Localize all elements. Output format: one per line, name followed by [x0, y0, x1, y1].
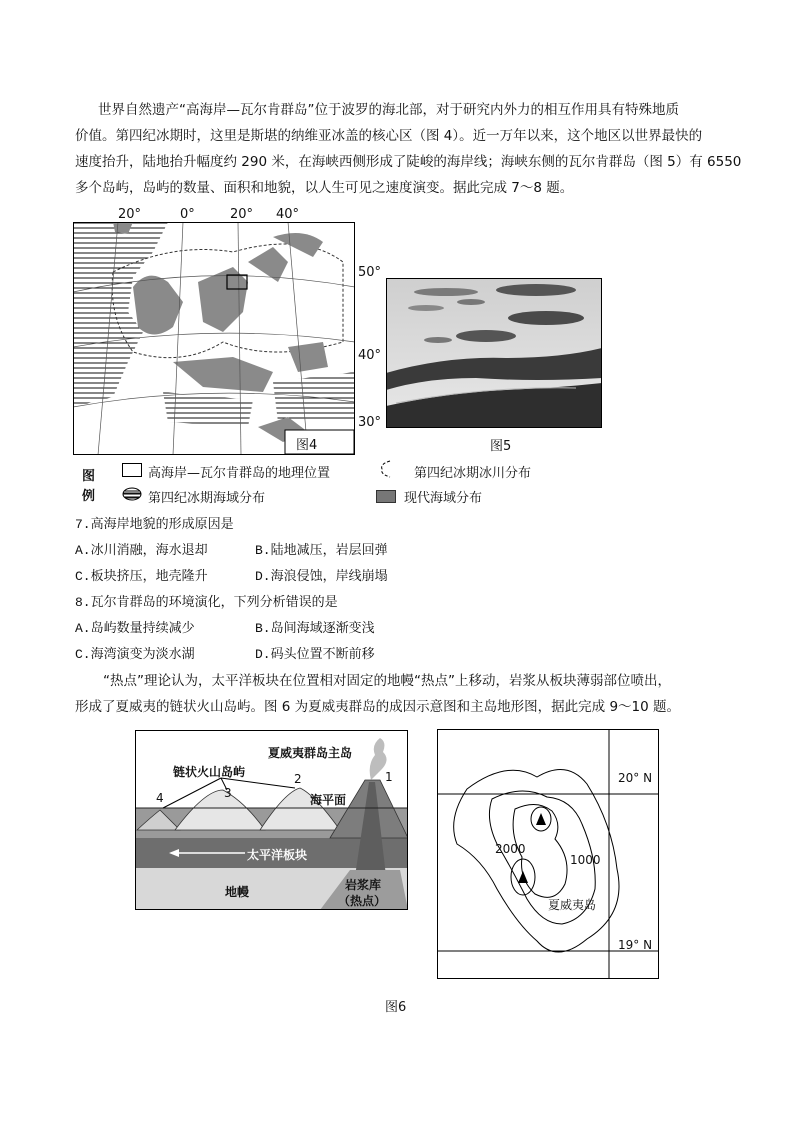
- fig5-archipelago-photo: [386, 278, 602, 428]
- q8-option-b: B.岛间海域逐渐变浅: [255, 621, 375, 636]
- fig6-caption: 图6: [385, 1000, 407, 1015]
- intro2-line2: 形成了夏威夷的链状火山岛屿。图 6 为夏威夷群岛的成因示意图和主岛地形图，据此完成 9～10 题。: [75, 699, 681, 715]
- legend-glacier-symbol: [378, 459, 394, 479]
- fig6-lat-19n: 19° N: [618, 938, 653, 952]
- q7-option-a: A.冰川消融，海水退却: [75, 543, 208, 558]
- fig6-contour-1000-label: 1000: [570, 853, 601, 867]
- legend-item3: 第四纪冰期海域分布: [148, 491, 266, 506]
- fig6-main-island-label: 夏威夷群岛主岛: [268, 746, 353, 760]
- fig4-europe-map: [73, 222, 355, 455]
- fig4-lon-0: 0°: [180, 207, 195, 222]
- fig6-number-2: 2: [294, 772, 302, 786]
- fig6-contour-2000-label: 2000: [495, 842, 526, 856]
- fig6-mantle-label: 地幔: [225, 885, 250, 899]
- fig5-caption: 图5: [490, 439, 512, 454]
- fig4-lat-40: 40°: [358, 348, 382, 363]
- q8-option-c: C.海湾演变为淡水湖: [75, 647, 195, 662]
- q7-stem: 7.高海岸地貌的形成原因是: [75, 517, 234, 532]
- legend-item1: 高海岸—瓦尔肯群岛的地理位置: [148, 466, 331, 481]
- q7-option-b: B.陆地减压，岩层回弹: [255, 543, 388, 558]
- fig4-lon-20e: 20°: [230, 207, 254, 222]
- fig6-island-name: 夏威夷岛: [548, 898, 597, 912]
- q7-option-c: C.板块挤压，地壳隆升: [75, 569, 208, 584]
- fig6-lat-20n: 20° N: [618, 771, 653, 785]
- legend-title-top: 图: [82, 469, 96, 484]
- q8-stem: 8.瓦尔肯群岛的环境演化，下列分析错误的是: [75, 595, 338, 610]
- legend-glacial-sea-symbol: [122, 487, 142, 501]
- legend-item4: 现代海域分布: [404, 491, 483, 506]
- fig4-caption: 图4: [296, 438, 318, 453]
- intro2-line1: “热点”理论认为，太平洋板块在位置相对固定的地幔“热点”上移动，岩浆从板块薄弱部位喷出，: [103, 673, 671, 689]
- fig6-plate-label: 太平洋板块: [247, 848, 308, 862]
- intro1-line2: 价值。第四纪冰期时，这里是斯堪的纳维亚冰盖的核心区（图 4）。近一万年以来，这个地区以世界最快的: [75, 128, 703, 144]
- q8-option-d: D.码头位置不断前移: [255, 647, 375, 662]
- intro1-line4: 多个岛屿，岛屿的数量、面积和地貌，以人生可见之速度演变。据此完成 7～8 题。: [75, 180, 574, 196]
- q8-option-a: A.岛屿数量持续减少: [75, 621, 195, 636]
- fig4-lat-30: 30°: [358, 415, 382, 430]
- intro1-line1: 世界自然遗产“高海岸—瓦尔肯群岛”位于波罗的海北部，对于研究内外力的相互作用具有特殊地质: [98, 102, 679, 118]
- fig4-lon-40e: 40°: [276, 207, 300, 222]
- legend-modern-sea-symbol: [376, 490, 396, 503]
- fig4-lat-50: 50°: [358, 265, 382, 280]
- legend-location-symbol: [122, 463, 142, 477]
- fig6-magma-label-1: 岩浆库: [345, 878, 382, 892]
- fig4-lon-20w: 20°: [118, 207, 142, 222]
- fig6-chain-label: 链状火山岛屿: [173, 765, 246, 779]
- q7-option-d: D.海浪侵蚀，岸线崩塌: [255, 569, 388, 584]
- fig6-number-1: 1: [385, 770, 393, 784]
- legend-title-bottom: 例: [82, 489, 96, 504]
- intro1-line3: 速度抬升，陆地抬升幅度约 290 米，在海峡西侧形成了陡峻的海岸线；海峡东侧的瓦尔肯群岛（图 5）有 6550: [75, 154, 742, 170]
- fig6-number-4: 4: [156, 791, 164, 805]
- fig6-number-3: 3: [224, 786, 232, 800]
- fig6-magma-label-2: （热点）: [338, 894, 387, 908]
- fig6-sea-level-label: 海平面: [310, 793, 347, 807]
- legend-item2: 第四纪冰期冰川分布: [414, 466, 532, 481]
